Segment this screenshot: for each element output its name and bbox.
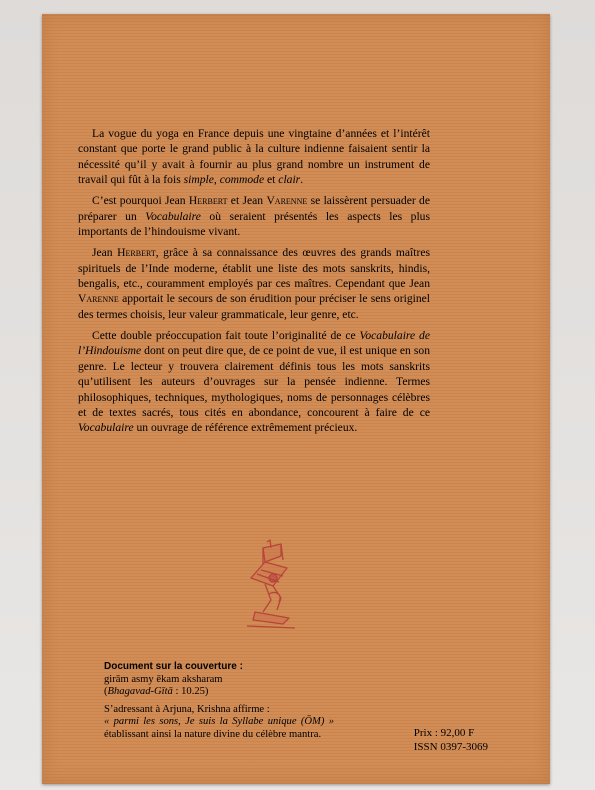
price-text: Prix : 92,00 F <box>413 727 475 739</box>
blurb-paragraph-1: La vogue du yoga en France depuis une vingtaine d’années et l’intérêt constant que porte le grand public à la culture indienne faisaient sentir la nécessité qu’il y avait à fournir au plus grand nombre un instrument de travail qui fût à la fois simple, commode et clair. <box>78 127 430 187</box>
mantra-reference: (Bhagavad-Gītā : 10.25) <box>104 686 209 698</box>
author-name: Varenne <box>78 292 119 306</box>
blurb-paragraph-4: Cette double préoccupation fait toute l’originalité de ce Vocabulaire de l’Hindouisme dont on peut dire que, de ce point de vue, il est unique en son genre. Le lecteur y trouvera clairement définis tous les mots sanskrits qu’utilisent les auteurs d’ouvrages sur la pensée indienne. Termes philosophiques, techniques, mythologiques, noms de personnages célèbres et de textes sacrés, tous cités en abondance, concourent à faire de ce Vocabulaire un ouvrage de référence extrêmement précieux. <box>78 329 430 435</box>
document-label: Document sur la couverture : <box>104 661 243 672</box>
author-name: Herbert <box>117 246 156 260</box>
author-name: Varenne <box>266 194 308 208</box>
mantra-text: girām asmy ēkam aksharam <box>104 673 223 685</box>
publisher-emblem-icon <box>243 538 299 632</box>
mantra-explanation: « parmi les sons, Je suis la Syllabe unique (ŌM) » établissant ainsi la nature divine du célèbre mantra. <box>104 716 334 740</box>
blurb-paragraph-3: Jean Herbert, grâce à sa connaissance des œuvres des grands maîtres spirituels de l’Inde moderne, établit une liste des mots sanskrits, hindis, bengalis, etc., couramment employés par ces maîtres. Cependant que Jean Varenne apportait le secours de son érudition pour préciser le sens originel des termes choisis, leur valeur grammaticale, leur genre, etc. <box>78 246 430 321</box>
price-info <box>414 726 488 754</box>
author-name: Herbert <box>188 194 228 208</box>
arjuna-line: S’adressant à Arjuna, Krishna affirme : <box>104 703 270 715</box>
blurb-paragraph-2: C’est pourquoi Jean Herbert et Jean Varenne se laissèrent persuader de préparer un Vocabulaire où seraient présentés les aspects les plus importants de l’hindouisme vivant. <box>78 194 431 239</box>
cover-document-note <box>104 661 334 742</box>
blurb-text <box>78 126 430 442</box>
issn-text: ISSN 0397-3069 <box>413 741 488 753</box>
quote-text: « parmi les sons, Je suis la Syllabe unique (ŌM) » <box>104 716 334 728</box>
